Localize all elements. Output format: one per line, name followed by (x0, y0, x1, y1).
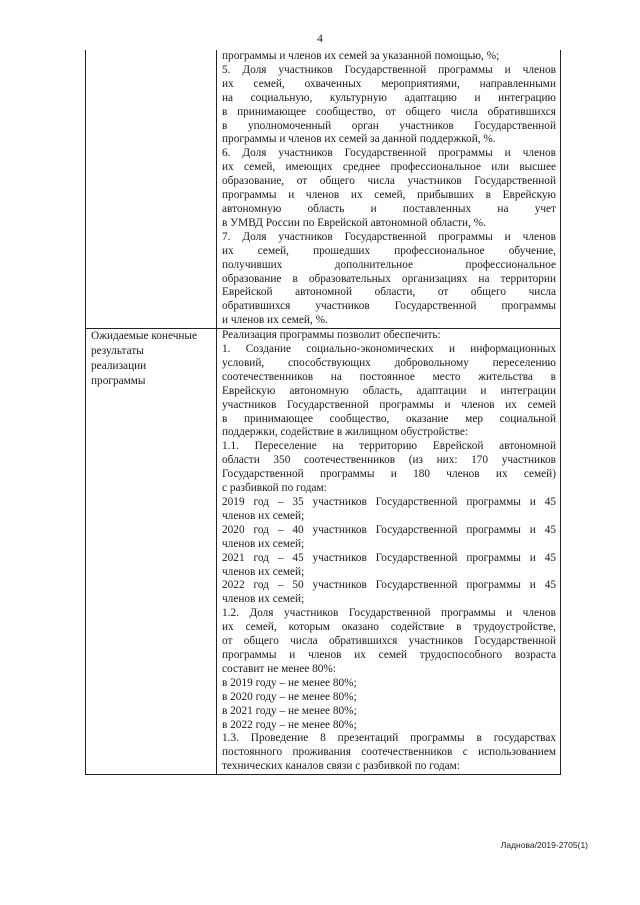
content-line: обратившихся участников Государственной программы (222, 300, 556, 313)
row-label-line: реализации (91, 359, 147, 372)
content-line: в уполномоченный орган участников Государственной (222, 119, 556, 132)
content-line: программы и членов их семей за данной поддержкой, %. (222, 133, 496, 146)
content-line: 1.1. Переселение на территорию Еврейской автономной (222, 440, 556, 453)
row-content-cell (217, 50, 561, 329)
content-line: от общего числа обратившихся участников Государственной (222, 635, 556, 648)
content-line: программы и членов их семей, прибывших в Еврейскую (222, 189, 556, 202)
content-line: программы и членов их семей за указанной помощью, %; (222, 50, 500, 62)
content-line: 6. Доля участников Государственной программы и членов (222, 147, 556, 160)
content-line: их семей, прошедших профессиональное обучение, (222, 244, 556, 257)
content-line: в УМВД России по Еврейской автономной области, %. (222, 216, 486, 229)
program-passport-table (85, 50, 561, 775)
content-line: образование, от общего числа участников Государственной (222, 175, 556, 188)
content-line: 2019 год – 35 участников Государственной программы и 45 (222, 496, 556, 508)
content-line: Государственной программы и 180 членов их семей) (222, 468, 556, 481)
page-number: 4 (317, 33, 323, 45)
content-line: в принимающее сообщество, оказание мер социальной (222, 412, 556, 425)
content-line: членов их семей; (222, 509, 305, 522)
content-line: членов их семей; (222, 565, 305, 578)
content-line: Реализация программы позволит обеспечить: (222, 329, 441, 342)
content-line: в 2020 году – не менее 80%; (222, 690, 357, 703)
content-line: 2020 год – 40 участников Государственной программы и 45 (222, 523, 556, 536)
content-line: в 2021 году – не менее 80%; (222, 704, 357, 717)
content-line: Еврейскую автономную область, адаптации и интеграции (222, 384, 556, 397)
content-line: в 2022 году – не менее 80%; (222, 718, 357, 731)
content-line: 1.2. Доля участников Государственной программы и членов (222, 607, 556, 620)
content-line: технических каналов связи с разбивкой по годам: (222, 760, 460, 773)
content-line: составит не менее 80%: (222, 662, 336, 675)
row-label-cell (86, 329, 217, 775)
table-row (86, 329, 561, 775)
document-code: Ладнова/2019-2705(1) (500, 840, 588, 850)
content-line: Еврейской автономной области, от общего числа (222, 286, 556, 299)
content-line: их семей, охваченных мероприятиями, направленными (222, 77, 556, 90)
content-line: области 350 соотечественников (из них: 170 участников (222, 454, 556, 467)
content-line: 1. Создание социально-экономических и информационных (222, 343, 556, 356)
content-line: на социальную, культурную адаптацию и интеграцию (222, 91, 556, 104)
row-label-line: Ожидаемые конечные (91, 330, 198, 343)
table-row (86, 50, 561, 329)
content-line: условий, способствующих добровольному переселению (222, 356, 556, 369)
content-line: 2021 год – 45 участников Государственной программы и 45 (222, 551, 556, 564)
content-line: программы и членов их семей трудоспособного возраста (222, 648, 556, 661)
content-line: 1.3. Проведение 8 презентаций программы в государствах (222, 732, 556, 745)
row-content-cell (217, 329, 561, 775)
content-line: образование в образовательных организациях на территории (222, 272, 556, 285)
content-line: участников Государственной программы и членов их семей (222, 398, 556, 411)
row-label-cell (86, 50, 217, 329)
content-line: получивших дополнительное профессиональное (222, 258, 556, 271)
row-label-line: результаты (91, 345, 144, 358)
content-line: соотечественников на постоянное место жительства в (222, 370, 556, 383)
content-line: 2022 год – 50 участников Государственной программы и 45 (222, 579, 556, 592)
content-line: с разбивкой по годам: (222, 482, 327, 495)
content-line: в 2019 году – не менее 80%; (222, 676, 357, 689)
content-line: и членов их семей, %. (222, 314, 328, 327)
content-line: поддержки, содействие в жилищном обустройстве: (222, 426, 469, 439)
content-line: постоянного проживания соотечественников с использованием (222, 746, 556, 759)
row-label-line: программы (91, 374, 146, 387)
content-line: в принимающее сообщество, от общего числа обратившихся (222, 105, 556, 118)
content-line: 7. Доля участников Государственной программы и членов (222, 230, 556, 243)
content-line: 5. Доля участников Государственной программы и членов (222, 63, 556, 76)
content-line: их семей, имеющих среднее профессиональное или высшее (222, 161, 556, 174)
content-line: их семей, которым оказано содействие в трудоустройстве, (222, 621, 556, 634)
content-line: членов их семей; (222, 537, 305, 550)
content-line: членов их семей; (222, 593, 305, 606)
content-line: автономную область и поставленных на учет (222, 202, 556, 215)
